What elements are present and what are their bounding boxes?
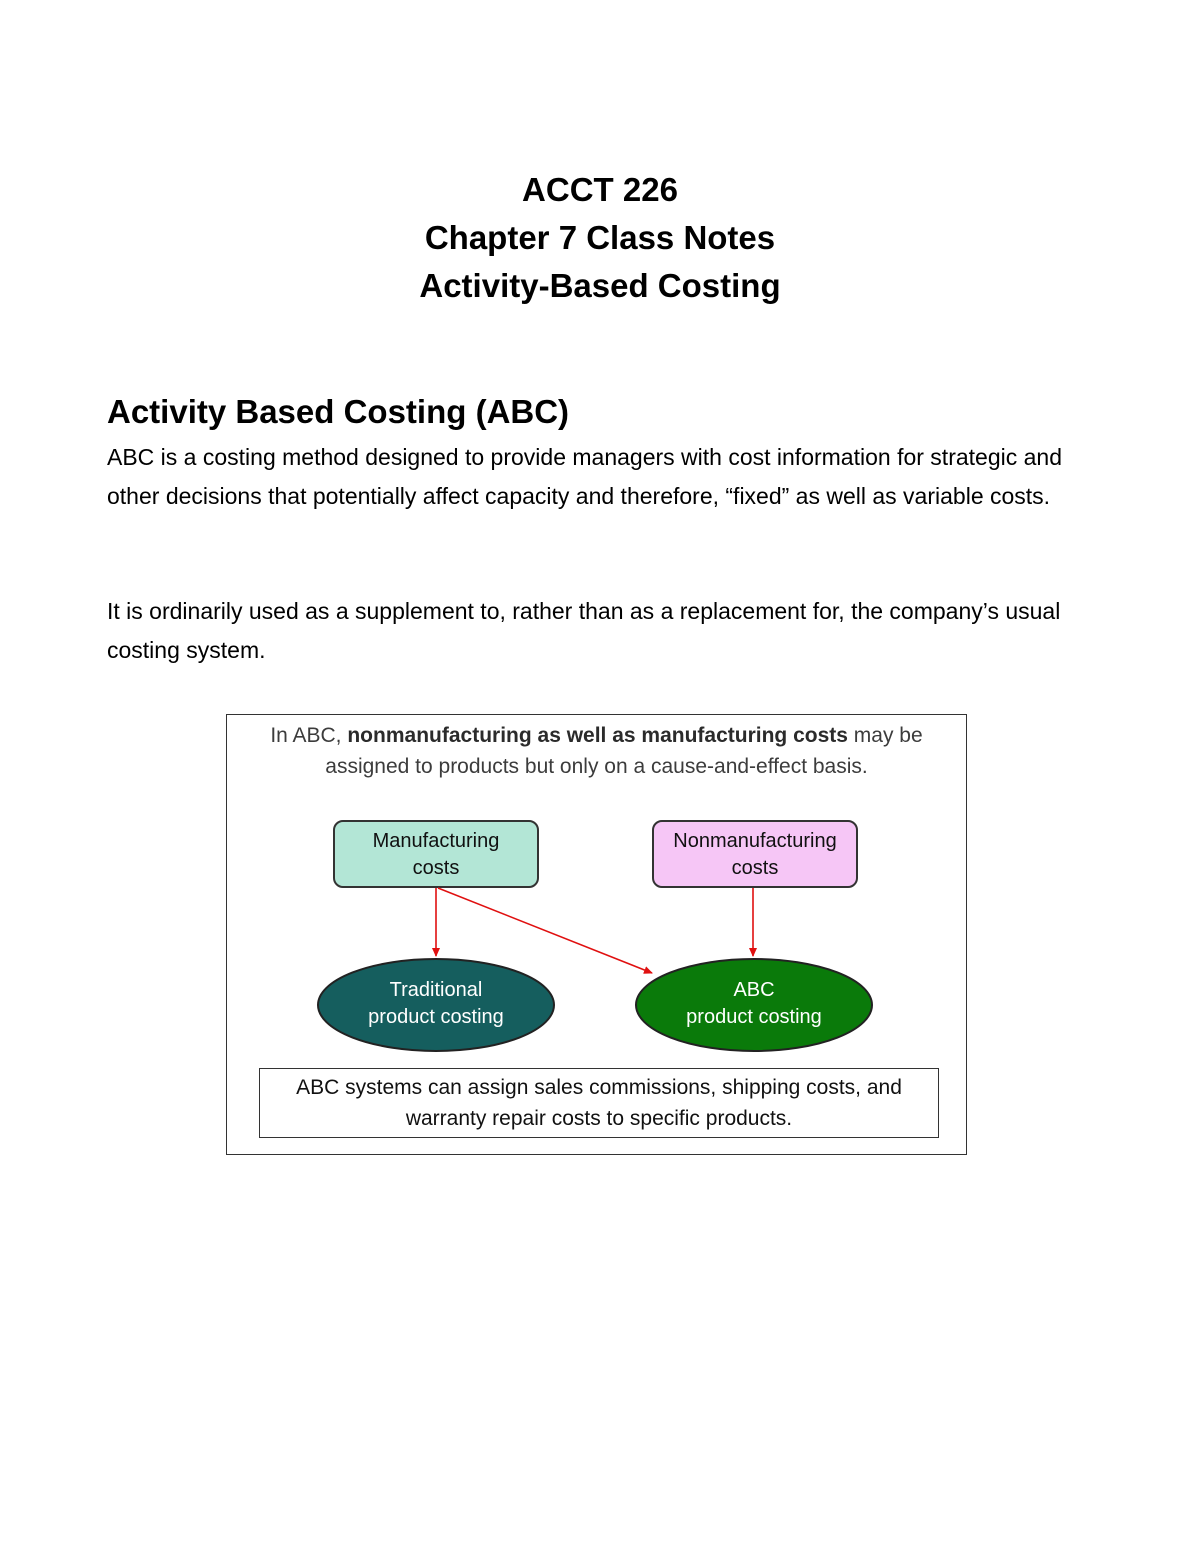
caption-suffix: may be assigned to products but only on a cause-and-effect basis. bbox=[325, 724, 923, 778]
topic-title: Activity-Based Costing bbox=[419, 267, 781, 304]
abc-product-costing-label bbox=[636, 977, 872, 1031]
traditional-label-line2: product costing bbox=[368, 1006, 504, 1028]
course-code: ACCT 226 bbox=[522, 171, 678, 208]
caption-bold: nonmanufacturing as well as manufacturing costs bbox=[347, 724, 848, 747]
abc-usage-paragraph: It is ordinarily used as a supplement to, rather than as a replacement for, the company’s usual costing system. bbox=[107, 598, 1061, 663]
abc-note-box: ABC systems can assign sales commissions, shipping costs, and warranty repair costs to specific products. bbox=[259, 1068, 939, 1138]
nonmanufacturing-costs-label bbox=[653, 828, 857, 882]
nonmanufacturing-label-line2: costs bbox=[731, 857, 779, 879]
abc-diagram-figure bbox=[226, 714, 967, 1155]
traditional-product-costing-label bbox=[318, 977, 554, 1031]
abc-label-line2: product costing bbox=[686, 1006, 822, 1028]
section-heading: Activity Based Costing (ABC) bbox=[107, 393, 570, 430]
caption-prefix: In ABC, bbox=[270, 724, 348, 747]
manufacturing-label-line2: costs bbox=[412, 857, 460, 879]
document-title-block bbox=[0, 166, 1200, 310]
abc-label-line1: ABC bbox=[733, 979, 775, 1001]
abc-definition-paragraph: ABC is a costing method designed to provide managers with cost information for strategic and other decisions that potentially affect capacity and therefore, “fixed” as well as variable costs. bbox=[107, 444, 1062, 509]
traditional-label-line1: Traditional bbox=[389, 979, 483, 1001]
chapter-title: Chapter 7 Class Notes bbox=[424, 219, 776, 256]
nonmanufacturing-label-line1: Nonmanufacturing bbox=[673, 830, 837, 852]
manufacturing-label-line1: Manufacturing bbox=[372, 830, 500, 852]
manufacturing-costs-label bbox=[334, 828, 538, 882]
